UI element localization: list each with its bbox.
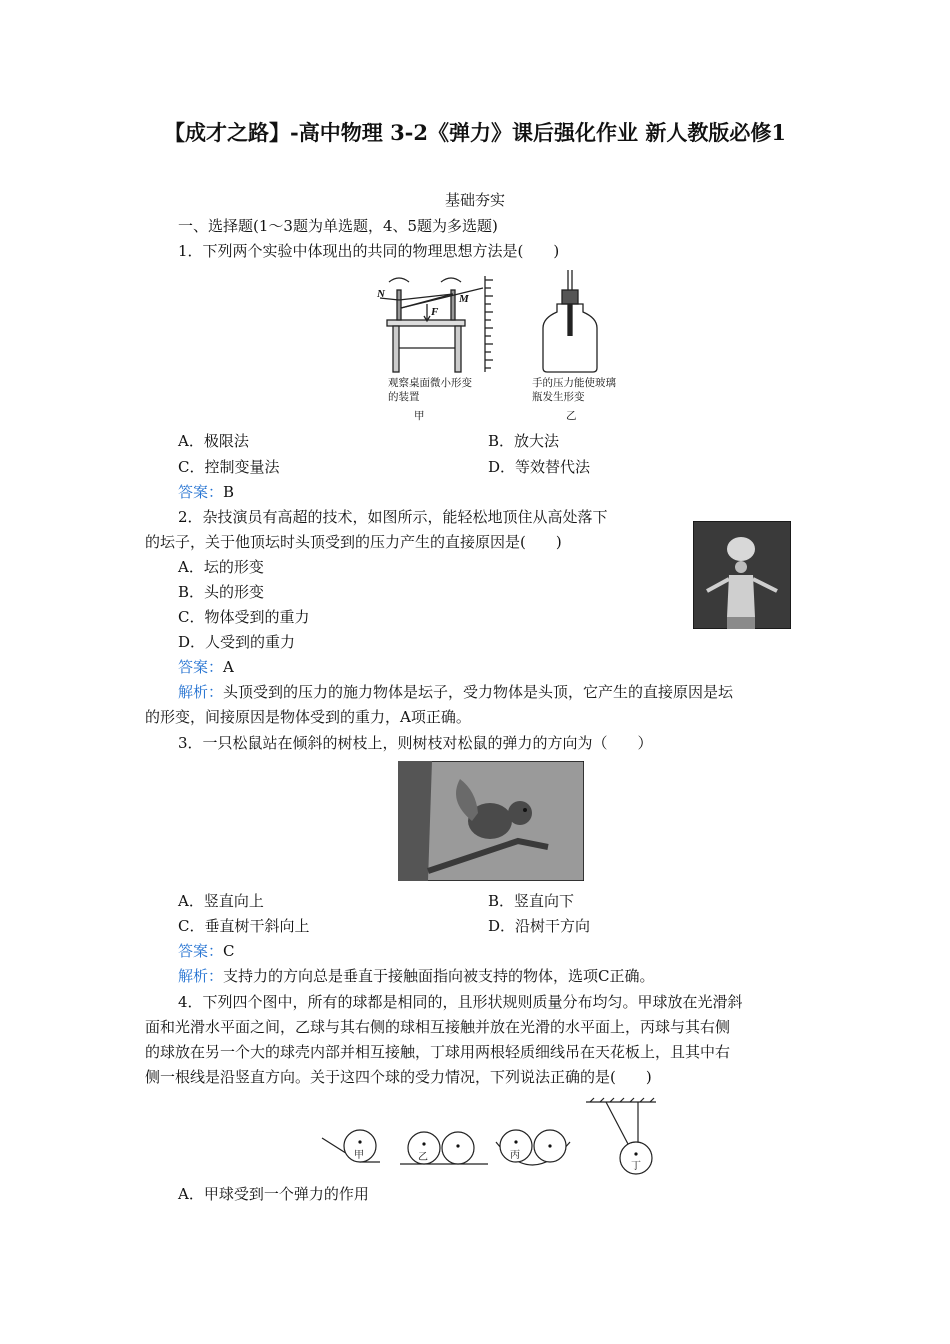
answer-label: 答案： — [178, 658, 224, 676]
answer-label: 答案： — [178, 942, 224, 960]
question-4-line2: 面和光滑水平面之间，乙球与其右侧的球相互接触并放在光滑的水平面上，丙球与其右侧 — [145, 1018, 731, 1036]
question-1-stem: 1．下列两个实验中体现出的共同的物理思想方法是( ) — [178, 242, 560, 260]
question-2-stem-line1: 2．杂技演员有高超的技术，如图所示，能轻松地顶住从高处落下 — [178, 508, 608, 526]
q1-caption-a-tag: 甲 — [414, 410, 425, 422]
ball-label-bing: 丙 — [510, 1150, 520, 1161]
q3-analysis-text: 支持力的方向总是垂直于接触面指向被支持的物体，选项C正确。 — [223, 967, 655, 985]
q1-option-a: A．极限法 — [178, 432, 249, 450]
section-heading: 基础夯实 — [445, 191, 506, 209]
q1-caption-a: 观察桌面微小形变的装置 — [388, 377, 472, 403]
q2-option-a: A．坛的形变 — [178, 558, 264, 576]
q2-option-b: B．头的形变 — [178, 583, 265, 601]
question-4-line3: 的球放在另一个大的球壳内部并相互接触，丁球用两根轻质细线吊在天花板上，且其中右 — [145, 1043, 731, 1061]
q1-option-b: B．放大法 — [488, 432, 560, 450]
q2-analysis-line1 — [178, 682, 733, 702]
q2-option-c: C．物体受到的重力 — [178, 608, 310, 626]
q3-answer — [178, 941, 235, 961]
q3-option-c: C．垂直树干斜向上 — [178, 917, 310, 935]
question-2-stem-line2: 的坛子，关于他顶坛时头顶受到的压力产生的直接原因是( ) — [145, 533, 562, 551]
question-3-stem: 3．一只松鼠站在倾斜的树枝上，则树枝对松鼠的弹力的方向为（ ） — [178, 734, 653, 752]
acrobat-photo — [693, 521, 791, 629]
answer-label: 答案： — [178, 483, 224, 501]
q1-answer-value: B — [223, 483, 235, 501]
q4-figure — [320, 1096, 660, 1176]
q1-option-d: D．等效替代法 — [488, 458, 591, 476]
q1-answer — [178, 482, 234, 502]
label-m: M — [459, 293, 469, 305]
q3-option-a: A．竖直向上 — [178, 892, 264, 910]
q2-analysis-text1: 头顶受到的压力的施力物体是坛子，受力物体是头顶，它产生的直接原因是坛 — [223, 683, 734, 701]
ball-label-yi: 乙 — [418, 1152, 428, 1163]
bottle-diagram — [543, 270, 597, 372]
q2-analysis-line2: 的形变，间接原因是物体受到的重力，A项正确。 — [145, 708, 471, 726]
q2-answer — [178, 657, 234, 677]
question-4-line4: 侧一根线是沿竖直方向。关于这四个球的受力情况，下列说法正确的是( ) — [145, 1068, 652, 1086]
q4-option-a: A．甲球受到一个弹力的作用 — [178, 1185, 369, 1203]
ball-label-ding: 丁 — [631, 1161, 641, 1172]
q3-option-d: D．沿树干方向 — [488, 917, 591, 935]
q2-option-d: D．人受到的重力 — [178, 633, 296, 651]
q3-option-b: B．竖直向下 — [488, 892, 575, 910]
desk-apparatus-diagram — [380, 276, 493, 372]
q2-answer-value: A — [223, 658, 234, 676]
label-f: F — [431, 306, 439, 318]
squirrel-photo — [398, 761, 584, 881]
q1-option-c: C．控制变量法 — [178, 458, 280, 476]
page-title: 【成才之路】-高中物理 3-2《弹力》课后强化作业 新人教版必修1 — [164, 120, 786, 145]
q3-analysis — [178, 966, 655, 986]
analysis-label: 解析： — [178, 967, 224, 985]
q3-answer-value: C — [223, 942, 235, 960]
label-n: N — [377, 288, 385, 300]
ball-label-jia: 甲 — [354, 1150, 364, 1161]
part-heading: 一、选择题(1～3题为单选题，4、5题为多选题) — [178, 217, 498, 235]
analysis-label: 解析： — [178, 683, 224, 701]
question-4-line1: 4．下列四个图中，所有的球都是相同的，且形状规则质量分布均匀。甲球放在光滑斜 — [178, 993, 743, 1011]
q1-caption-b: 手的压力能使玻璃瓶发生形变 — [532, 377, 616, 403]
q1-caption-b-tag: 乙 — [566, 410, 577, 422]
